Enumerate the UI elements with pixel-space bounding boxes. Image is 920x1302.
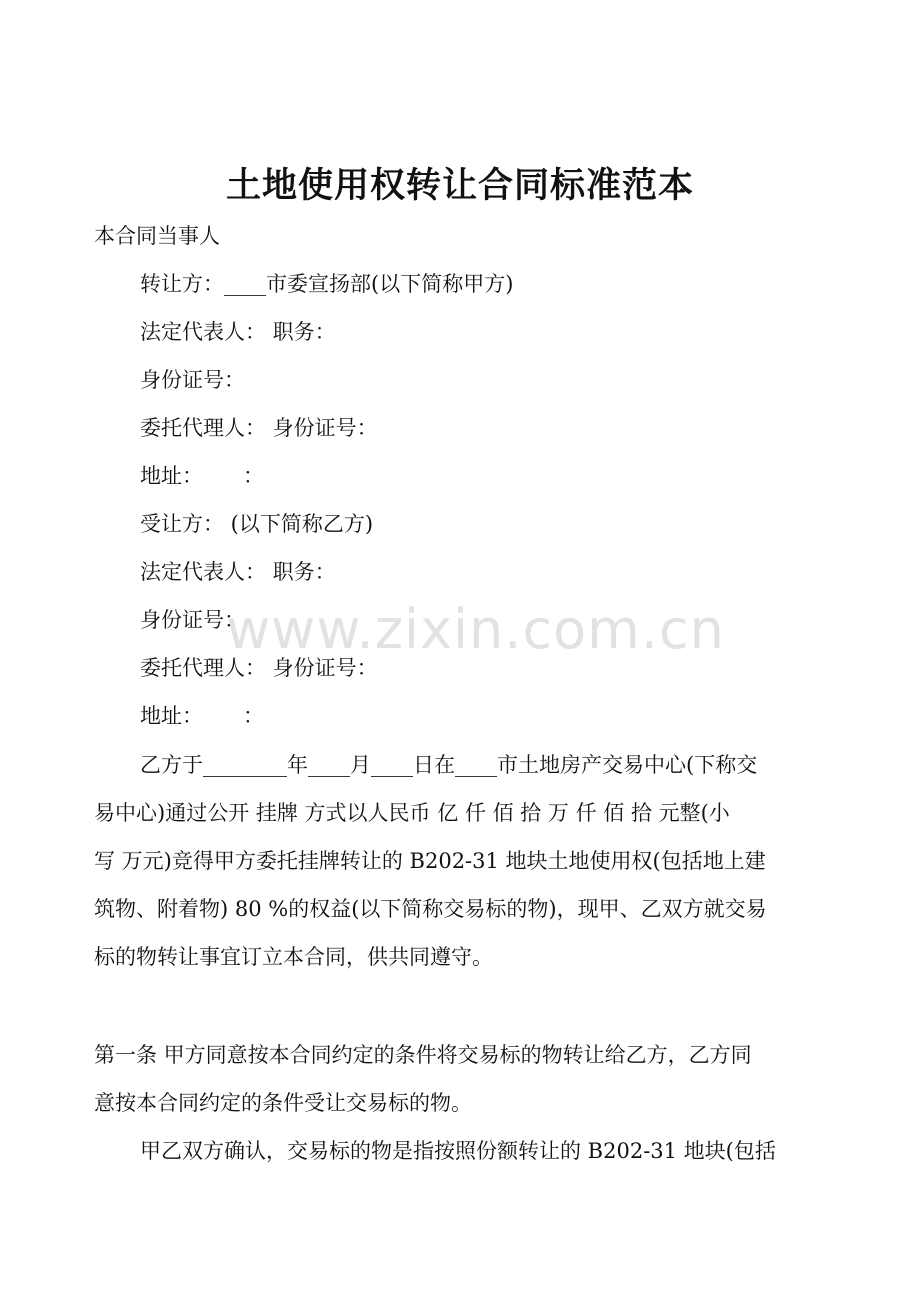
parties-heading: 本合同当事人 bbox=[94, 224, 220, 248]
article-one-line: 意按本合同约定的条件受让交易标的物。 bbox=[94, 1091, 472, 1115]
document-title: 土地使用权转让合同标准范本 bbox=[225, 166, 694, 206]
transferor-agent-line: 委托代理人： 身份证号： bbox=[140, 416, 378, 440]
transferee-line: 受让方： (以下简称乙方) bbox=[140, 512, 374, 536]
transferor-address-line: 地址： ： bbox=[140, 464, 265, 488]
transferor-representative-line: 法定代表人： 职务： bbox=[140, 320, 336, 344]
article-one-line: 第一条 甲方同意按本合同约定的条件将交易标的物转让给乙方，乙方同 bbox=[94, 1043, 752, 1067]
transferee-address-line: 地址： ： bbox=[140, 704, 265, 728]
preamble-line: 乙方于________年____月____日在____市土地房产交易中心(下称交 bbox=[140, 753, 758, 777]
transferor-id-line: 身份证号： bbox=[140, 368, 245, 392]
preamble-line: 写 万元)竞得甲方委托挂牌转让的 B202-31 地块土地使用权(包括地上建 bbox=[94, 849, 766, 873]
transferor-line: 转让方：____市委宣扬部(以下简称甲方) bbox=[140, 272, 514, 296]
watermark: www.zixin.com.cn bbox=[226, 598, 725, 661]
transferee-representative-line: 法定代表人： 职务： bbox=[140, 560, 336, 584]
transferee-id-line: 身份证号： bbox=[140, 608, 245, 632]
transferee-agent-line: 委托代理人： 身份证号： bbox=[140, 656, 378, 680]
preamble-line: 易中心)通过公开 挂牌 方式以人民币 亿 仟 佰 拾 万 仟 佰 拾 元整(小 bbox=[94, 801, 730, 825]
confirmation-line: 甲乙双方确认，交易标的物是指按照份额转让的 B202-31 地块(包括 bbox=[140, 1139, 776, 1163]
preamble-line: 筑物、附着物) 80 %的权益(以下简称交易标的物)，现甲、乙双方就交易 bbox=[94, 897, 767, 921]
preamble-line: 标的物转让事宜订立本合同，供共同遵守。 bbox=[94, 945, 493, 969]
